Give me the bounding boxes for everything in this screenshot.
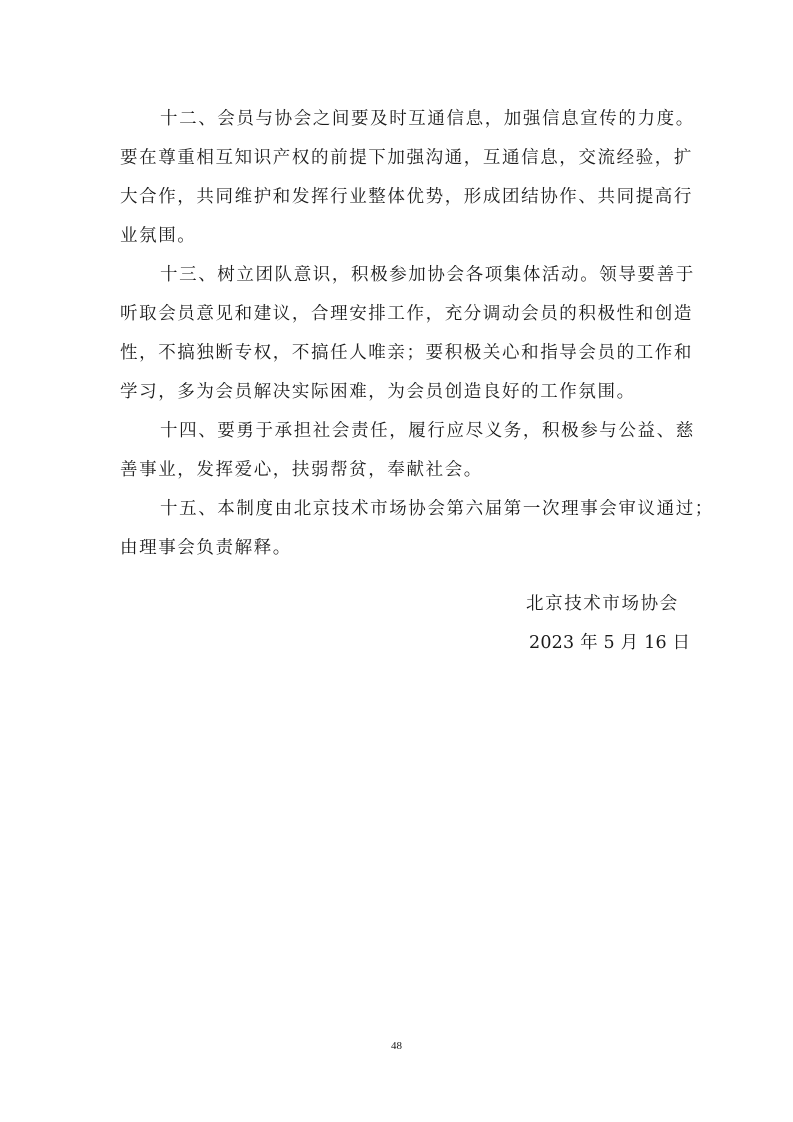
page-number: 48 [391, 1040, 402, 1052]
signature-date: 2023 年 5 月 16 日 [529, 633, 691, 653]
paragraph-12-line-3: 大合作，共同维护和发挥行业整体优势，形成团结协作、共同提高行 [120, 187, 693, 207]
paragraph-15-line-1: 十五、本制度由北京技术市场协会第六届第一次理事会审议通过； [160, 499, 714, 519]
paragraph-14-line-2: 善事业，发挥爱心，扶弱帮贫，奉献社会。 [120, 460, 483, 480]
signature-organization: 北京技术市场协会 [526, 594, 679, 614]
paragraph-12-line-4: 业氛围。 [120, 226, 197, 246]
paragraph-13-line-4: 学习，多为会员解决实际困难，为会员创造良好的工作氛围。 [120, 382, 636, 402]
paragraph-12-line-2: 要在尊重相互知识产权的前提下加强沟通，互通信息，交流经验，扩 [120, 148, 693, 168]
paragraph-13-line-1: 十三、树立团队意识，积极参加协会各项集体活动。领导要善于 [160, 265, 695, 285]
paragraph-13-line-2: 听取会员意见和建议，合理安排工作，充分调动会员的积极性和创造 [120, 304, 693, 324]
paragraph-12-line-1: 十二、会员与协会之间要及时互通信息，加强信息宣传的力度。 [160, 109, 695, 129]
paragraph-13-line-3: 性，不搞独断专权，不搞任人唯亲；要积极关心和指导会员的工作和 [120, 343, 693, 363]
paragraph-14-line-1: 十四、要勇于承担社会责任，履行应尽义务，积极参与公益、慈 [160, 421, 695, 441]
paragraph-15-line-2: 由理事会负责解释。 [120, 538, 292, 558]
